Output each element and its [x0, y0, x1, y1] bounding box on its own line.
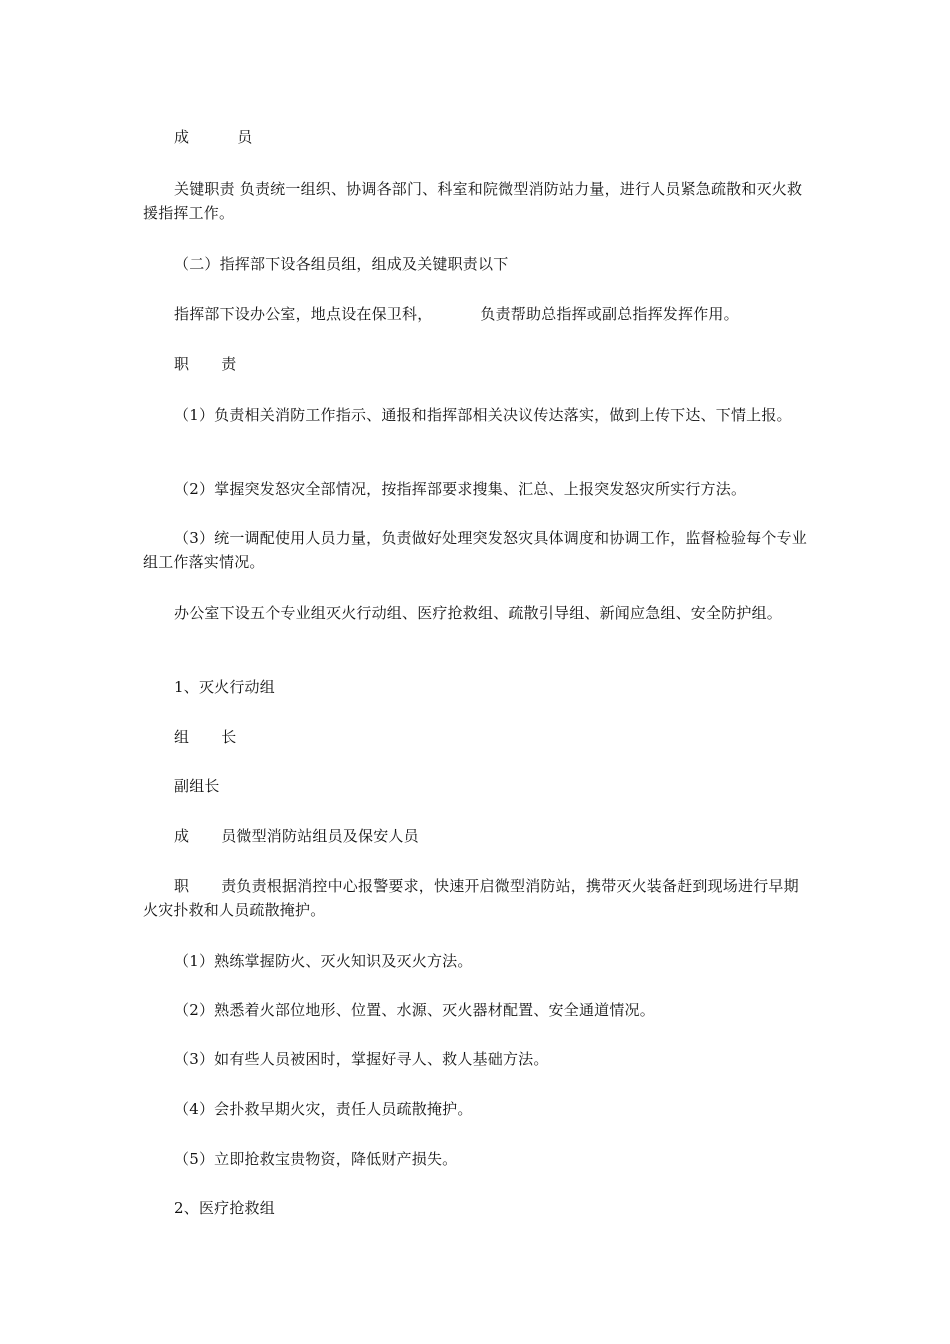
- duty-item-3: （3）统一调配使用人员力量，负责做好处理突发怒灾具体调度和协调工作，监督检验每个专业组工作落实情况。: [143, 529, 807, 571]
- members-char-1: 成: [174, 128, 190, 146]
- office-groups-paragraph: 办公室下设五个专业组灭火行动组、医疗抢救组、疏散引导组、新闻应急组、安全防护组。: [174, 604, 783, 622]
- members-char-2: 员: [237, 128, 253, 146]
- members-heading: [143, 125, 811, 149]
- members-label-char: 成: [174, 827, 190, 845]
- duty-item-2: （2）掌握突发怒灾全部情况，按指挥部要求搜集、汇总、上报突发怒灾所实行方法。: [174, 480, 747, 498]
- group-1-title: 1、灭火行动组: [174, 678, 275, 696]
- leader-char-2: 长: [221, 728, 237, 746]
- office-location-text: 指挥部下设办公室，地点设在保卫科，: [174, 305, 433, 323]
- group-task-5: （5）立即抢救宝贵物资，降低财产损失。: [174, 1150, 458, 1168]
- leader-char-1: 组: [174, 728, 190, 746]
- group-task-1: （1）熟练掌握防火、灭火知识及灭火方法。: [174, 952, 473, 970]
- group-duties-paragraph: [143, 874, 811, 922]
- group-task-4: （4）会扑救早期火灾，责任人员疏散掩护。: [174, 1100, 473, 1118]
- group-task-3: （3）如有些人员被困时，掌握好寻人、救人基础方法。: [174, 1050, 549, 1068]
- duty-item-1: （1）负责相关消防工作指示、通报和指挥部相关决议传达落实，做到上传下达、下情上报。: [174, 406, 792, 424]
- duties-heading: [143, 352, 811, 376]
- group-task-2: （2）熟悉着火部位地形、位置、水源、灭火器材配置、安全通道情况。: [174, 1001, 655, 1019]
- duties-char-1: 职: [174, 355, 190, 373]
- duties-label-char: 职: [174, 877, 190, 895]
- office-role-text: 负责帮助总指挥或副总指挥发挥作用。: [480, 305, 739, 323]
- section-two-heading: （二）指挥部下设各组员组，组成及关键职责以下: [174, 255, 509, 273]
- office-setup-paragraph: [143, 302, 811, 326]
- members-text: 员微型消防站组员及保安人员: [221, 827, 419, 845]
- group-leader-label: [143, 725, 811, 749]
- group-members-paragraph: [143, 824, 811, 848]
- duties-text: 责负责根据消控中心报警要求，快速开启微型消防站，携带灭火装备赶到现场进行早期火灾扑救和人员疏散掩护。: [143, 877, 799, 919]
- duties-char-2: 责: [221, 355, 237, 373]
- deputy-leader-label: 副组长: [174, 777, 220, 795]
- group-2-title: 2、医疗抢救组: [174, 1199, 275, 1217]
- key-duties-paragraph: 关键职责 负责统一组织、协调各部门、科室和院微型消防站力量，进行人员紧急疏散和灭火救援指挥工作。: [143, 180, 803, 222]
